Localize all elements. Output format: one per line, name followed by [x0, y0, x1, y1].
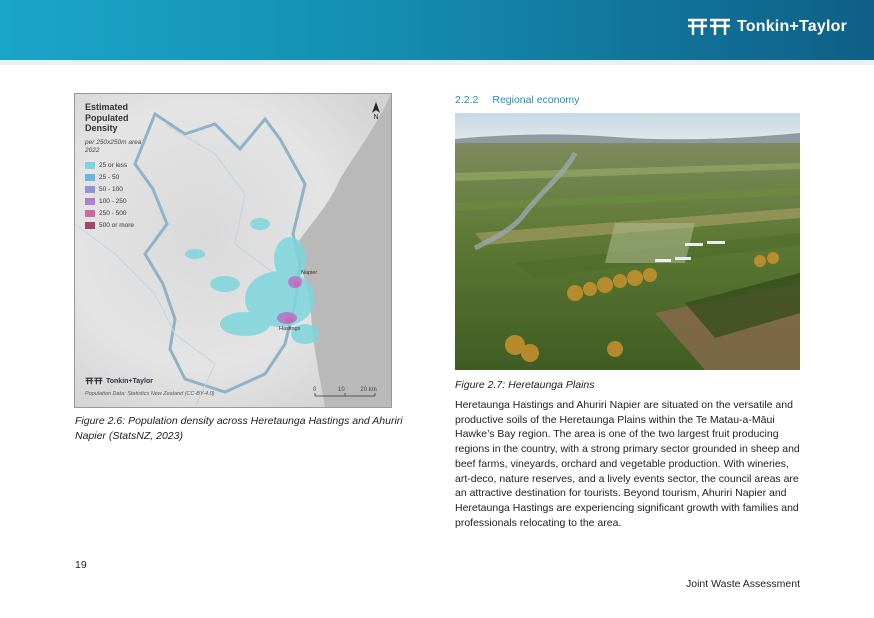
map-legend — [85, 102, 205, 232]
map-logo: Tonkin+Taylor — [85, 377, 153, 385]
legend-item: 25 or less — [85, 160, 205, 172]
section-title: Regional economy — [492, 94, 580, 106]
figure-2-7-caption: Figure 2.7: Heretaunga Plains — [455, 379, 595, 391]
legend-subtitle: per 250x250m area 2022 — [85, 138, 142, 154]
figure-2-6-caption: Figure 2.6: Population density across Heretaunga Hastings and Ahuriri Napier (StatsNZ, 2023) — [75, 415, 403, 442]
header-rule — [0, 60, 874, 65]
brand-name: Tonkin+Taylor — [736, 18, 847, 35]
population-density-map — [74, 93, 392, 408]
brand-logo — [687, 16, 847, 38]
map-credit: Population Data: Statistics New Zealand (CC-BY-4.0) — [85, 391, 215, 397]
section-heading — [455, 94, 579, 106]
legend-item: 25 - 50 — [85, 172, 205, 184]
legend-title: Estimated Populated Density — [85, 102, 129, 133]
legend-item: 250 - 500 — [85, 208, 205, 220]
map-label-hastings: Hastings — [279, 326, 301, 332]
tt-logo-icon — [687, 17, 731, 37]
legend-item: 100 - 250 — [85, 196, 205, 208]
legend-items — [85, 160, 205, 232]
page-header — [0, 0, 874, 60]
tt-logo-icon — [85, 377, 103, 385]
page-number: 19 — [75, 559, 87, 571]
footer-document-title: Joint Waste Assessment — [686, 578, 800, 590]
north-arrow-icon — [371, 102, 381, 114]
legend-item: 50 - 100 — [85, 184, 205, 196]
map-label-napier: Napier — [301, 270, 318, 276]
legend-item: 500 or more — [85, 220, 205, 232]
body-paragraph: Heretaunga Hastings and Ahuriri Napier are situated on the versatile and productive soils of the Heretaunga Plains within the Te Matau-a-Māui Hawke’s Bay region. The area is one of the two largest fruit producing regions in the country, with a strong primary sector grounded in sheep and beef farms, vineyards, orchard and vegetable production. With wineries, art-deco, nature reserves, and a lively events sector, the council areas are an attractive destination for tourists. Beyond tourism, Ahuriri Napier and Heretaunga Hastings are experiencing significant growth with families and professionals relocating to the area. — [455, 399, 800, 529]
section-number: 2.2.2 — [455, 94, 479, 106]
heretaunga-plains-photo — [455, 113, 800, 370]
north-arrow: N — [371, 102, 381, 121]
scale-labels: 0 10 20 km — [313, 387, 377, 393]
